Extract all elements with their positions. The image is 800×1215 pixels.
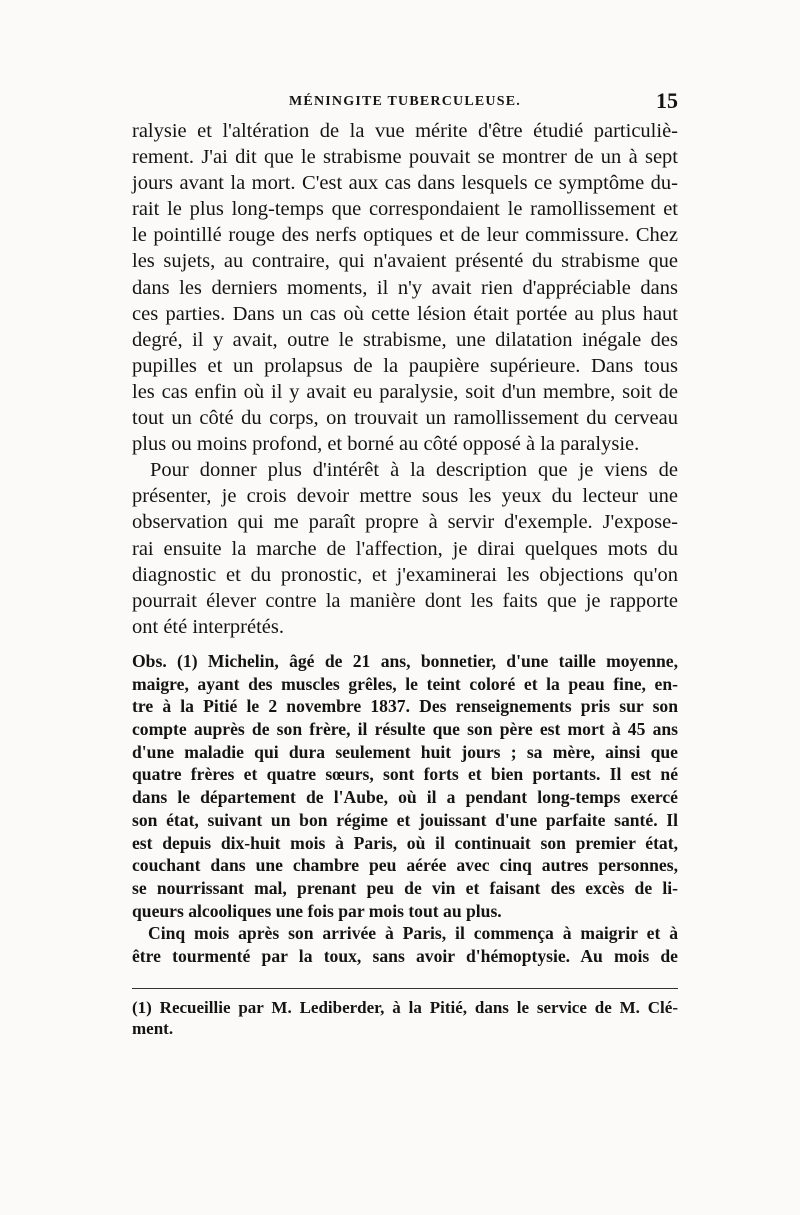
text-line: plus ou moins profond, et borné au côté opposé à la paralysie. bbox=[132, 433, 640, 456]
observation-block bbox=[132, 650, 678, 968]
text-line: pupilles et un prolapsus de la paupière supérieure. Dans tous bbox=[132, 354, 678, 377]
footnote-line: (1) Recueillie par M. Lediberder, à la Pitié, dans le service de M. Clé- bbox=[132, 997, 678, 1017]
text-line: se nourrissant mal, prenant peu de vin et faisant des excès de li- bbox=[132, 877, 678, 898]
text-line: degré, il y avait, outre le strabisme, une dilatation inégale des bbox=[132, 328, 678, 351]
text-line: être tourmenté par la toux, sans avoir d'hémoptysie. Au mois de bbox=[132, 946, 678, 967]
text-line: Cinq mois après son arrivée à Paris, il commença à maigrir et à bbox=[148, 923, 678, 944]
text-line: rait le plus long-temps que correspondaient le ramollissement et bbox=[132, 198, 678, 221]
text-line: couchant dans une chambre peu aérée avec cinq autres personnes, bbox=[132, 855, 678, 876]
text-line: Pour donner plus d'intérêt à la description que je viens de bbox=[150, 459, 678, 482]
text-line: tout un côté du corps, on trouvait un ramollissement du cerveau bbox=[132, 407, 678, 430]
page-header bbox=[132, 88, 678, 118]
text-line: Obs. (1) Michelin, âgé de 21 ans, bonnetier, d'une taille moyenne, bbox=[132, 650, 678, 671]
text-line: ralysie et l'altération de la vue mérite d'être étudié particuliè- bbox=[132, 120, 678, 142]
book-page bbox=[132, 88, 678, 1039]
page-number: 15 bbox=[656, 88, 678, 113]
paragraph-1 bbox=[132, 118, 678, 457]
text-line: le pointillé rouge des nerfs optiques et de leur commissure. Chez bbox=[132, 224, 678, 247]
text-line: diagnostic et du pronostic, et j'examinerai les objections qu'on bbox=[132, 563, 678, 586]
text-line: est depuis dix-huit mois à Paris, où il continuait son premier état, bbox=[132, 832, 678, 853]
text-line: les sujets, au contraire, qui n'avaient présenté du strabisme que bbox=[132, 250, 678, 273]
text-line: dans les derniers moments, il n'y avait rien d'appréciable dans bbox=[132, 276, 678, 299]
text-line: quatre frères et quatre sœurs, sont forts et bien portants. Il est né bbox=[132, 764, 678, 785]
text-line: ont été interprétés. bbox=[132, 615, 284, 638]
running-title: MÉNINGITE TUBERCULEUSE. bbox=[289, 94, 521, 109]
footnote bbox=[132, 997, 678, 1039]
text-line: pourrait élever contre la manière dont les faits que je rapporte bbox=[132, 589, 678, 612]
paragraph-2 bbox=[132, 457, 678, 640]
text-line: queurs alcooliques une fois par mois tout au plus. bbox=[132, 900, 502, 921]
footnote-line: ment. bbox=[132, 1018, 174, 1038]
text-line: tre à la Pitié le 2 novembre 1837. Des renseignements pris sur son bbox=[132, 696, 678, 717]
text-line: présenter, je crois devoir mettre sous les yeux du lecteur une bbox=[132, 485, 678, 508]
text-line: dans le département de l'Aube, où il a pendant long-temps exercé bbox=[132, 787, 678, 808]
text-line: son état, suivant un bon régime et jouissant d'une parfaite santé. Il bbox=[132, 809, 678, 830]
text-line: d'une maladie qui dura seulement huit jours ; sa mère, ainsi que bbox=[132, 741, 678, 762]
text-line: maigre, ayant des muscles grêles, le teint coloré et la peau fine, en- bbox=[132, 673, 678, 694]
text-line: observation qui me paraît propre à servir d'exemple. J'expose- bbox=[132, 511, 678, 534]
footnote-divider bbox=[132, 988, 678, 989]
text-line: rement. J'ai dit que le strabisme pouvait se montrer de un à sept bbox=[132, 146, 678, 169]
text-line: compte auprès de son frère, il résulte que son père est mort à 45 ans bbox=[132, 718, 678, 739]
text-line: ces parties. Dans un cas où cette lésion était portée au plus haut bbox=[132, 302, 678, 325]
text-line: jours avant la mort. C'est aux cas dans lesquels ce symptôme du- bbox=[132, 172, 678, 195]
text-line: rai ensuite la marche de l'affection, je dirai quelques mots du bbox=[132, 537, 678, 560]
text-line: les cas enfin où il y avait eu paralysie, soit d'un membre, soit de bbox=[132, 380, 678, 403]
